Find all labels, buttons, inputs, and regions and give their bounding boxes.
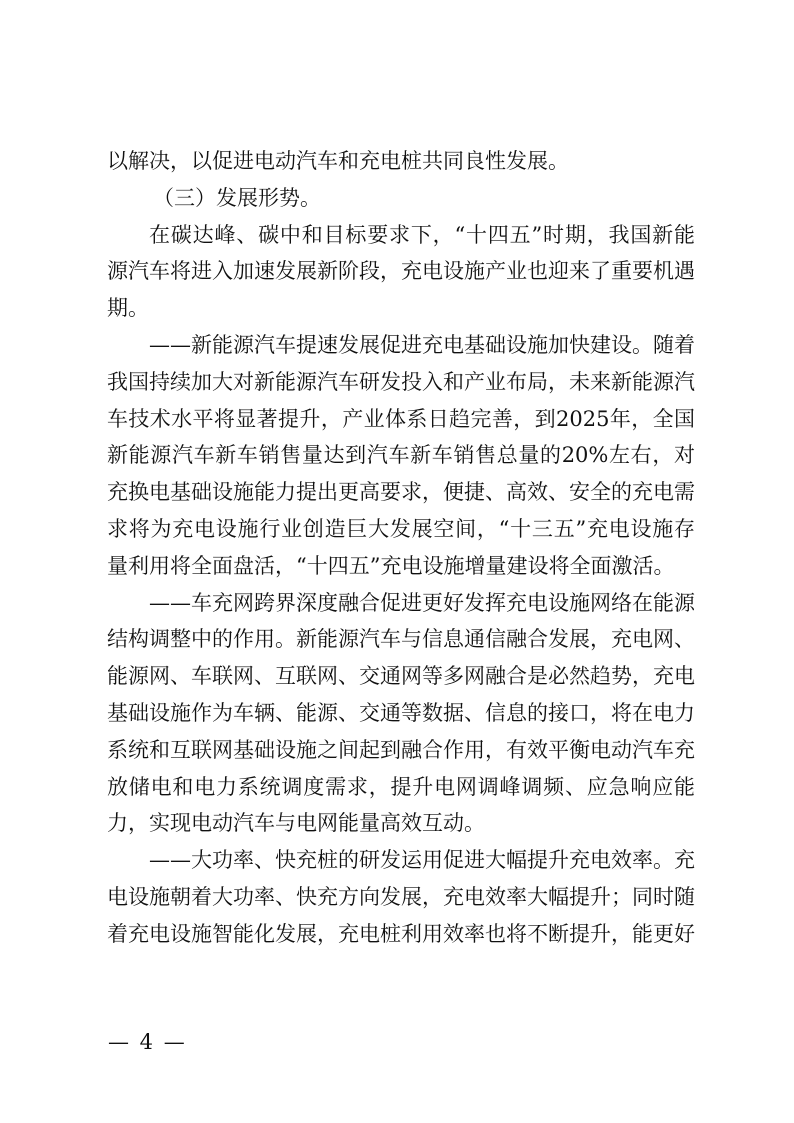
document-body xyxy=(107,143,695,953)
paragraph-item-1: ——新能源汽车提速发展促进充电基础设施加快建设。随着我国持续加大对新能源汽车研发投入和产业布局，未来新能源汽车技术水平将显著提升，产业体系日趋完善，到2025年，全国新能源汽车新车销售量达到汽车新车销售总量的20%左右，对充换电基础设施能力提出更高要求，便捷、高效、安全的充电需求将为充电设施行业创造巨大发展空间，“十三五”充电设施存量利用将全面盘活，“十四五”充电设施增量建设将全面激活。 xyxy=(107,332,695,578)
paragraph-item-3: ——大功率、快充桩的研发运用促进大幅提升充电效率。充电设施朝着大功率、快充方向发展，充电效率大幅提升；同时随着充电设施智能化发展，充电桩利用效率也将不断提升，能更好 xyxy=(107,848,695,946)
paragraph-continuation: 以解决，以促进电动汽车和充电桩共同良性发展。 xyxy=(107,149,569,173)
paragraph-intro: 在碳达峰、碳中和目标要求下，“十四五”时期，我国新能源汽车将进入加速发展新阶段，充电设施产业也迎来了重要机遇期。 xyxy=(107,222,695,321)
paragraph-item-2: ——车充网跨界深度融合促进更好发挥充电设施网络在能源结构调整中的作用。新能源汽车与信息通信融合发展，充电网、能源网、车联网、互联网、交通网等多网融合是必然趋势，充电基础设施作为车辆、能源、交通等数据、信息的接口，将在电力系统和互联网基础设施之间起到融合作用，有效平衡电动汽车充放储电和电力系统调度需求，提升电网调峰调频、应急响应能力，实现电动汽车与电网能量高效互动。 xyxy=(107,590,695,836)
section-heading: （三）发展形势。 xyxy=(153,185,321,210)
page-number: — 4 — xyxy=(108,1030,187,1054)
